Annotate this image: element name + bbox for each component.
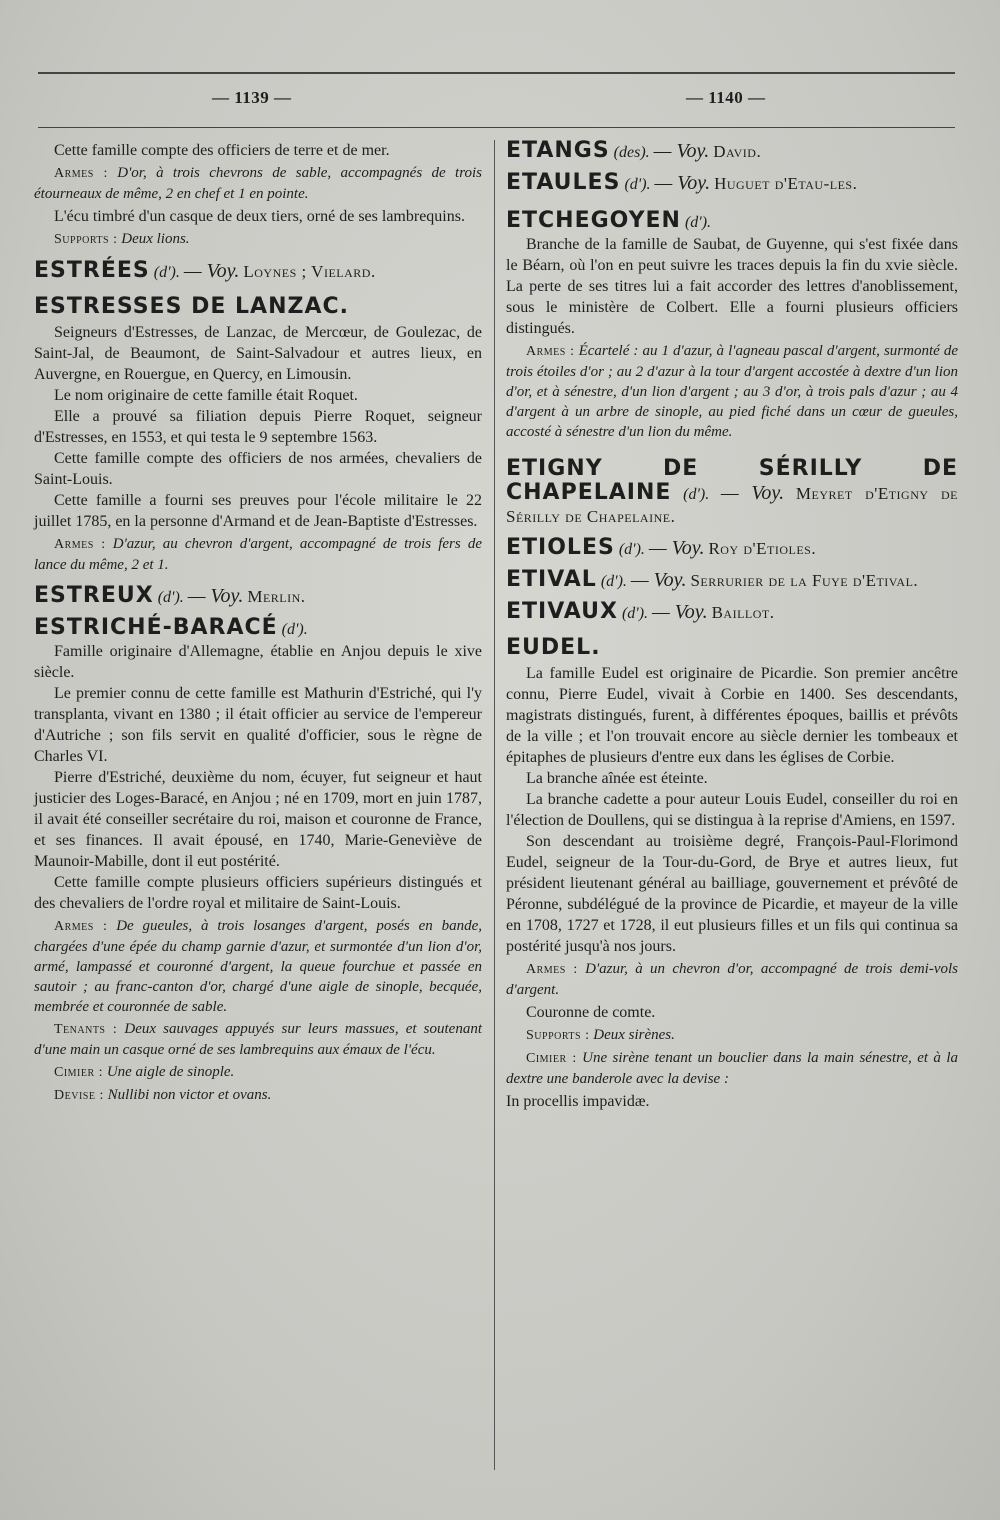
armes-text: D'or, à trois chevrons de sable, accompagnés de trois étourneaux de même, 2 en chef et 1 en pointe. (34, 165, 483, 202)
paragraph: Cette famille compte des officiers de terre et de mer. (54, 142, 390, 159)
right-column (506, 140, 958, 1112)
paragraph: Cette famille compte des officiers de nos armées, chevaliers de Saint-Louis. (34, 450, 482, 488)
heading-etchegoyen: ETCHEGOYEN (d'). (506, 208, 712, 233)
page-number-left: — 1139 — (212, 88, 292, 107)
column-divider (494, 140, 495, 1470)
heading-estrees: ESTRÉES (d'). — Voy. Loynes ; Vielard. (34, 258, 376, 283)
paragraph: La branche cadette a pour auteur Louis Eudel, conseiller du roi en l'élection de Doullens, qui se distingua à la reprise d'Amiens, en 1597. (506, 791, 958, 829)
devise-motto: In procellis impavidæ. (506, 1093, 650, 1110)
couronne-line: Couronne de comte. (526, 1004, 656, 1021)
heading-estresses: ESTRESSES DE LANZAC. (34, 294, 349, 319)
cimier-entry: Cimier : Une aigle de sinople. (54, 1064, 235, 1080)
heading-etivaux: ETIVAUX (d'). — Voy. Baillot. (506, 599, 775, 624)
heading-eudel: EUDEL. (506, 635, 601, 660)
paragraph: Son descendant au troisième degré, François-Paul-Florimond Eudel, seigneur de la Tour-du-Gord, de Brye et autres lieux, fut président lieutenant général au bailliage, gouvernement et prévôté de Péronne, subdélégué de la province de Picardie, et mayeur de la ville en 1708, 1727 et 1728, il eut plusieurs filles et un fils qui continua sa postérité jusqu'à nos jours. (506, 833, 958, 955)
heading-etaules: ETAULES (d'). — Voy. Huguet d'Etau-les. (506, 170, 858, 195)
armes-entry: Armes : D'azur, au chevron d'argent, accompagné de trois fers de lance du même, 2 et 1. (34, 536, 483, 573)
page-number-right: — 1140 — (686, 88, 766, 107)
top-rule (38, 72, 955, 74)
heading-etigny: ETIGNY DE SÉRILLY DE CHAPELAINE (d'). — Voy. Meyret d'Etigny de Sérilly de Chapelaine. (506, 456, 958, 526)
paragraph: Cette famille compte plusieurs officiers supérieurs distingués et des chevaliers de l'ordre royal et militaire de Saint-Louis. (34, 874, 482, 912)
left-column (34, 140, 482, 1108)
paragraph: Elle a prouvé sa filiation depuis Pierre Roquet, seigneur d'Estresses, en 1553, et qui testa le 9 septembre 1563. (34, 408, 482, 446)
supports-entry (34, 229, 482, 250)
devise-entry: Devise : Nullibi non victor et ovans. (54, 1087, 272, 1103)
heading-etioles: ETIOLES (d'). — Voy. Roy d'Etioles. (506, 535, 817, 560)
heading-etangs: ETANGS (des). — Voy. David. (506, 138, 762, 163)
tenants-entry: Tenants : Deux sauvages appuyés sur leurs massues, et soutenant d'une main un casque orné de ses lambrequins aux émaux de l'écu. (34, 1021, 482, 1058)
armes-entry: Armes : De gueules, à trois losanges d'argent, posés en bande, chargées d'une épée du champ garnie d'azur, et surmontée d'un lion d'or, armé, lampassé et couronné d'argent, la queue fourchue et passée en sautoir ; au franc-canton d'or, chargé d'une aigle de sinople, becquée, membrée et couronnée de sable. (34, 918, 483, 1015)
paragraph: Pierre d'Estriché, deuxième du nom, écuyer, fut seigneur et haut justicier des Loges-Baracé, en Anjou ; né en 1709, mort en juin 1787, il avait été conseiller secrétaire du roi, maison et couronne de France, et ses finances. Il avait épousé, en 1740, Marie-Geneviève de Maunoir-Mabille, dont il eut postérité. (34, 769, 482, 870)
paragraph: La famille Eudel est originaire de Picardie. Son premier ancêtre connu, Pierre Eudel, vivait à Corbie en 1400. Ses descendants, magistrats distingués, furent, à différentes époques, baillis et prévôts de la ville ; et l'on trouvait encore au siècle dernier les tombeaux et épitaphes de plusieurs d'entre eux dans les églises de Corbie. (506, 665, 958, 766)
paragraph: Branche de la famille de Saubat, de Guyenne, qui s'est fixée dans le Béarn, où l'on en peut suivre les traces depuis la fin du xvie siècle. La perte de ses titres lui a fait accorder des lettres d'anoblissement, sous le ministère de Colbert. Elle a fourni plusieurs officiers distingués. (506, 236, 958, 337)
supports-text: Deux lions. (121, 231, 190, 247)
armes-entry: Armes : Écartelé : au 1 d'azur, à l'agneau pascal d'argent, surmonté de trois étoiles d'or ; au 2 d'azur à la tour d'argent accostée à dextre d'un lion d'or, et à sénestre, d'un lion d'argent ; au 3 d'or, à trois pals d'azur ; au 4 d'argent à un arbre de sinople, au pied fiché dans un cœur de gueules, accosté à sénestre d'un lion du même. (506, 343, 959, 440)
paragraph: Le premier connu de cette famille est Mathurin d'Estriché, qui l'y transplanta, vivant en 1380 ; il était officier au service de l'empereur d'Autriche ; son fils servit en qualité d'officier, sous le règne de Charles VI. (34, 685, 482, 765)
paragraph: La branche aînée est éteinte. (526, 770, 708, 787)
paragraph: Le nom originaire de cette famille était Roquet. (54, 387, 358, 404)
supports-entry: Supports : Deux sirènes. (526, 1027, 675, 1043)
supports-label: Supports : (54, 232, 118, 247)
heading-etival: ETIVAL (d'). — Voy. Serrurier de la Fuye d'Etival. (506, 567, 919, 592)
cimier-entry: Cimier : Une sirène tenant un bouclier dans la main sénestre, et à la dextre une banderole avec la devise : (506, 1050, 958, 1087)
paragraph: Cette famille a fourni ses preuves pour l'école militaire le 22 juillet 1785, en la personne d'Armand et de Jean-Baptiste d'Estresses. (34, 492, 482, 530)
armes-entry (34, 163, 482, 204)
heading-estriche: ESTRICHÉ-BARACÉ (d'). (34, 615, 308, 640)
header-rule (38, 127, 955, 128)
paragraph: L'écu timbré d'un casque de deux tiers, orné de ses lambrequins. (54, 208, 465, 225)
paragraph: Seigneurs d'Estresses, de Lanzac, de Mercœur, de Goulezac, de Saint-Jal, de Beaumont, de Saint-Salvadour et autres lieux, en Auvergne, en Rouergue, en Quercy, en Limousin. (34, 324, 482, 383)
armes-label: Armes : (54, 166, 108, 181)
heading-estreux: ESTREUX (d'). — Voy. Merlin. (34, 583, 306, 608)
armes-entry: Armes : D'azur, à un chevron d'or, accompagné de trois demi-vols d'argent. (506, 961, 959, 998)
paragraph: Famille originaire d'Allemagne, établie en Anjou depuis le xive siècle. (34, 643, 482, 681)
